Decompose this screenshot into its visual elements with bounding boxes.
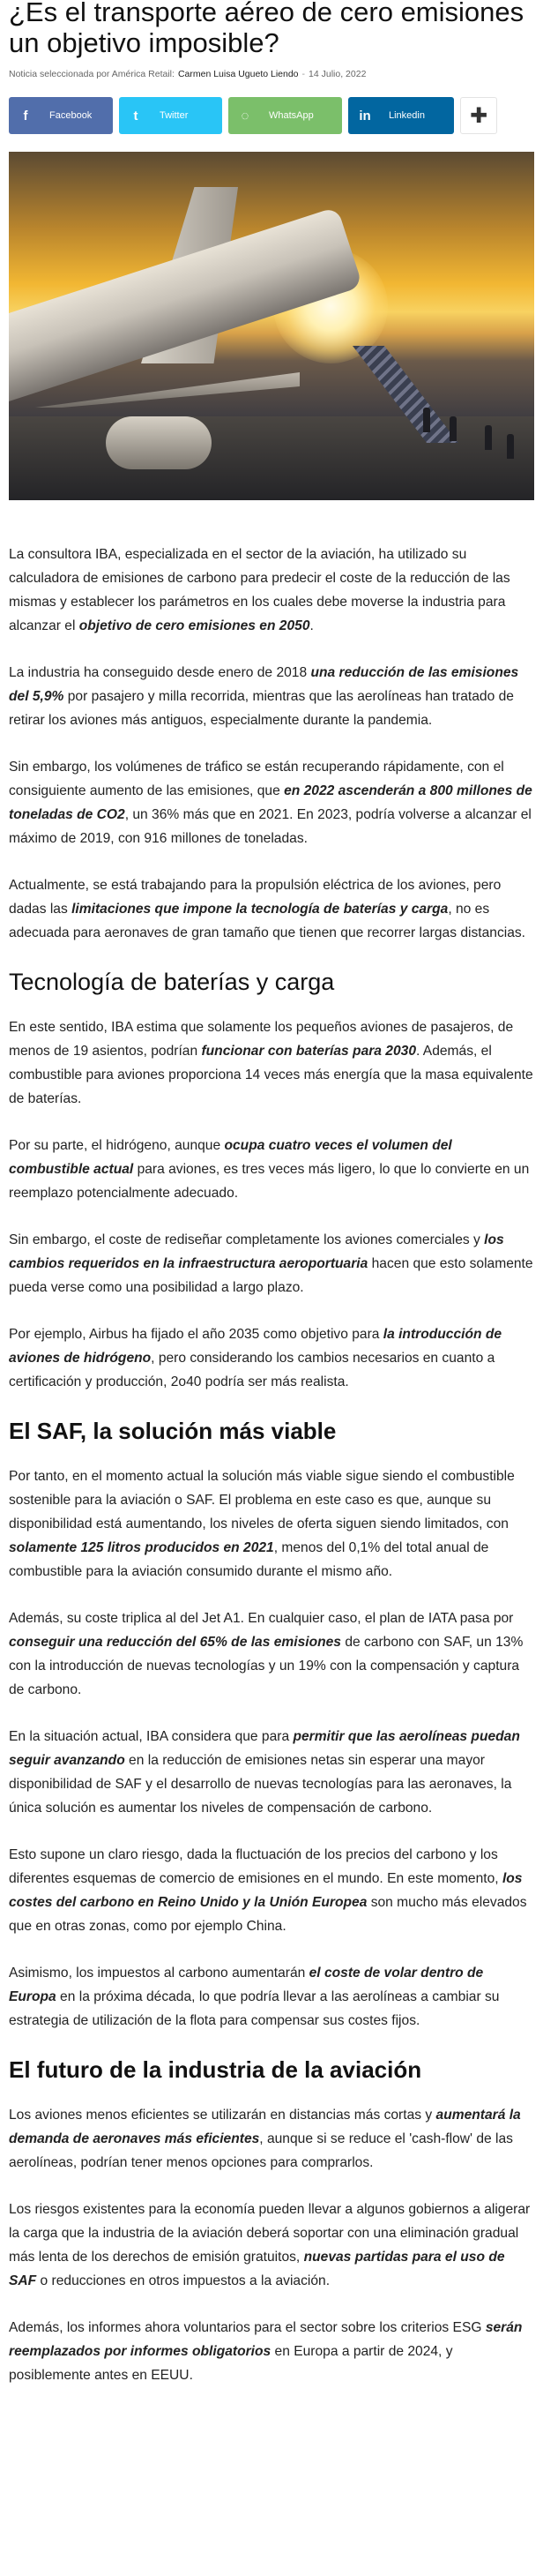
heading-baterias: Tecnología de baterías y carga [9,969,335,995]
heading-futuro: El futuro de la industria de la aviación [9,2056,422,2083]
article-paragraph [9,1015,534,1111]
paragraph-text: , menos del 0,1% del total anual de combustible para la aviación consumido durante el mismo año. [9,1540,489,1579]
article-body [9,543,534,2387]
article-paragraph [9,873,534,945]
emphasis-text: aumentará la demanda de aeronaves más eficientes [9,2108,521,2146]
article-title: ¿Es el transporte aéreo de cero emisiones un objetivo imposible? [9,0,524,58]
article-paragraph [9,1961,534,2033]
twitter-icon: t [133,108,138,124]
paragraph-text: en la próxima década, lo que podría llevar a las aerolíneas a cambiar su estrategia de utilización de la flota para compensar sus costes fijos. [9,1989,500,2028]
emphasis-text: permitir que las aerolíneas puedan seguir avanzando [9,1729,520,1768]
emphasis-text: funcionar con baterías para 2030 [201,1044,416,1059]
paragraph-text: , no es adecuada para aeronaves de gran tamaño que tienen que recorrer largas distancias. [9,902,526,940]
article-paragraph [9,2198,534,2293]
section-saf [9,1464,534,2033]
emphasis-text: los costes del carbono en Reino Unido y la Unión Europea [9,1871,523,1910]
meta-date: 14 Julio, 2022 [309,69,367,79]
article-paragraph [9,755,534,850]
paragraph-text: . Además, el combustible para aviones proporciona 14 veces más energía que la masa equivalente de baterías. [9,1044,533,1106]
whatsapp-icon: ◌ [241,108,249,124]
twitter-label: Twitter [160,110,189,121]
article-paragraph [9,1843,534,1938]
passenger-silhouette [423,408,430,432]
paragraph-text: en Europa a partir de 2024, y posiblemente antes en EEUU. [9,2344,453,2383]
paragraph-text: Por tanto, en el momento actual la solución más viable sigue siendo el combustible sostenible para la aviación o SAF. El problema en este caso es que, aunque su disponibilidad está aumentando, los niveles de oferta siguen siendo limitados, con [9,1469,515,1531]
paragraph-text: La consultora IBA, especializada en el sector de la aviación, ha utilizado su calculadora de emisiones de carbono para predecir el coste de la reducción de las mismas y establecer los parámetros en los cuales debe moverse la industria para alcanzar el [9,547,510,633]
meta-author-link[interactable]: Carmen Luisa Ugueto Liendo [177,69,299,79]
share-bar [9,97,534,134]
article-paragraph [9,543,534,638]
linkedin-share-button[interactable] [348,97,454,134]
plus-icon: ✚ [469,103,488,128]
section-intro [9,543,534,945]
paragraph-text: de carbono con SAF, un 13% con la introducción de nuevas tecnologías y un 19% con la compensación y captura de carbono. [9,1635,524,1697]
facebook-icon: f [23,108,28,124]
article-paragraph [9,661,534,732]
article-paragraph [9,1228,534,1299]
paragraph-text: Por su parte, el hidrógeno, aunque [9,1138,225,1153]
emphasis-text: en 2022 ascenderán a 800 millones de toneladas de CO2 [9,783,532,822]
emphasis-text: objetivo de cero emisiones en 2050 [78,618,310,633]
paragraph-text: hacen que esto solamente pueda verse como una posibilidad a largo plazo. [9,1256,533,1295]
section-baterias [9,1015,534,1394]
paragraph-text: para aviones, es tres veces más ligero, lo que lo convierte en un reemplazo potencialmente adecuado. [9,1162,530,1201]
article-paragraph [9,1322,534,1394]
paragraph-text: Los riesgos existentes para la economía pueden llevar a algunos gobiernos a aligerar la carga que la industria de la aviación deberá soportar con una eliminación gradual más lenta de los derechos de emisión gratuitos, [9,2202,531,2265]
passenger-silhouette [450,416,457,441]
more-share-button[interactable] [460,97,497,134]
paragraph-text: Asimismo, los impuestos al carbono aumentarán [9,1966,309,1981]
paragraph-text: Además, los informes ahora voluntarios para el sector sobre los criterios ESG [9,2320,486,2335]
passenger-silhouette [485,425,492,450]
twitter-share-button[interactable] [119,97,222,134]
paragraph-text: por pasajero y milla recorrida, mientras que las aerolíneas han tratado de retirar los aviones más antiguos, especialmente durante la pandemia. [9,689,514,728]
paragraph-text: Actualmente, se está trabajando para la propulsión eléctrica de los aviones, pero dadas las [9,878,502,917]
paragraph-text: Esto supone un claro riesgo, dada la fluctuación de los precios del carbono y los diferentes esquemas de comercio de emisiones en el mundo. En este momento, [9,1847,502,1886]
meta-source: Noticia seleccionada por América Retail: [9,69,175,79]
paragraph-text: En la situación actual, IBA considera que para [9,1729,294,1744]
article-meta [9,69,534,79]
emphasis-text: nuevas partidas para el uso de SAF [9,2250,505,2288]
heading-saf: El SAF, la solución más viable [9,1418,337,1444]
whatsapp-share-button[interactable] [228,97,342,134]
paragraph-text: . [309,618,314,633]
passenger-silhouette [507,434,514,459]
emphasis-text: serán reemplazados por informes obligatorios [9,2320,523,2359]
emphasis-text: limitaciones que impone la tecnología de baterías y carga [71,902,449,917]
whatsapp-label: WhatsApp [269,110,314,121]
hero-image-airplane-sunset [9,152,534,500]
paragraph-text: en la reducción de emisiones netas sin esperar una mayor disponibilidad de SAF y el desarrollo de nuevas tecnologías para las aeronaves, la única solución es aumentar los niveles de compensación de carbono. [9,1753,512,1816]
airplane-engine-shape [106,416,212,469]
paragraph-text: Los aviones menos eficientes se utilizarán en distancias más cortas y [9,2108,436,2123]
paragraph-text: Por ejemplo, Airbus ha fijado el año 2035 como objetivo para [9,1327,383,1342]
paragraph-text: La industria ha conseguido desde enero de 2018 [9,665,311,680]
article-paragraph [9,1134,534,1205]
paragraph-text: En este sentido, IBA estima que solamente los pequeños aviones de pasajeros, de menos de 19 asientos, podrían [9,1020,514,1059]
article-paragraph [9,1464,534,1584]
emphasis-text: ocupa cuatro veces el volumen del combustible actual [9,1138,452,1177]
meta-separator: - [301,69,306,79]
emphasis-text: solamente 125 litros producidos en 2021 [9,1540,274,1555]
facebook-label: Facebook [49,110,93,121]
article-paragraph [9,2103,534,2175]
article-paragraph [9,2316,534,2387]
paragraph-text: Sin embargo, el coste de rediseñar completamente los aviones comerciales y [9,1232,485,1247]
linkedin-icon: in [359,108,371,124]
emphasis-text: los cambios requeridos en la infraestructura aeroportuaria [9,1232,504,1271]
paragraph-text: son mucho más elevados que en otras zonas, como por ejemplo China. [9,1895,527,1934]
emphasis-text: conseguir una reducción del 65% de las emisiones [9,1635,341,1650]
article-paragraph [9,1725,534,1820]
paragraph-text: Además, su coste triplica al del Jet A1. En cualquier caso, el plan de IATA pasa por [9,1611,514,1626]
paragraph-text: , aunque si se reduce el 'cash-flow' de las aerolíneas, podrían tener menos opciones para comprarlos. [9,2131,513,2170]
facebook-share-button[interactable] [9,97,113,134]
linkedin-label: Linkedin [389,110,425,121]
emphasis-text: la introducción de aviones de hidrógeno [9,1327,502,1366]
paragraph-text: Sin embargo, los volúmenes de tráfico se están recuperando rápidamente, con el consiguiente aumento de las emisiones, que [9,760,504,798]
emphasis-text: una reducción de las emisiones del 5,9% [9,665,519,704]
article-paragraph [9,1606,534,1702]
paragraph-text: , un 36% más que en 2021. En 2023, podría volverse a alcanzar el máximo de 2019, con 916 millones de toneladas. [9,807,532,846]
paragraph-text: o reducciones en otros impuestos a la aviación. [36,2273,331,2288]
section-futuro [9,2103,534,2387]
emphasis-text: el coste de volar dentro de Europa [9,1966,484,2004]
paragraph-text: , pero considerando los cambios necesarios en cuanto a certificación y producción, 2o40 podría ser más realista. [9,1351,495,1389]
